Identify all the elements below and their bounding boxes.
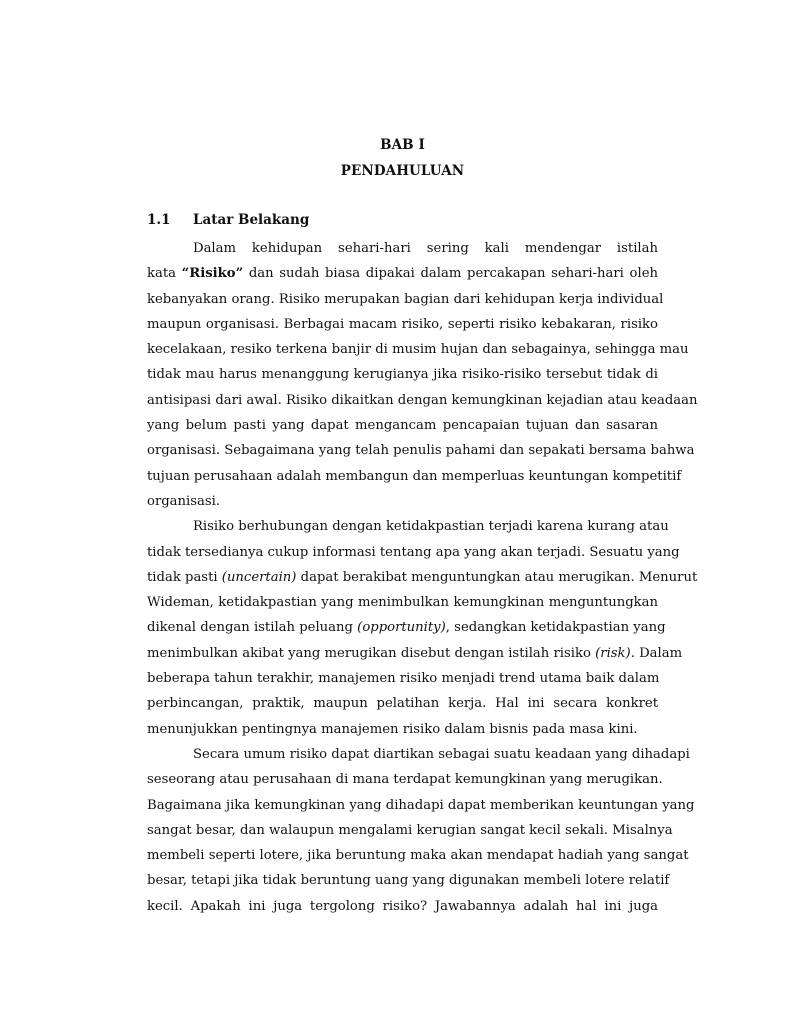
text-line: Secara umum risiko dapat diartikan sebagai suatu keadaan yang dihadapi	[193, 746, 690, 762]
text-line: membeli seperti lotere, jika beruntung maka akan mendapat hadiah yang sangat	[147, 848, 689, 864]
text-line: perbincangan, praktik, maupun pelatihan kerja. Hal ini secara konkret	[147, 696, 658, 712]
text-line: kata “Risiko” dan sudah biasa dipakai dalam percakapan sehari-hari oleh	[147, 266, 658, 282]
text-line: tujuan perusahaan adalah membangun dan memperluas keuntungan kompetitif	[147, 468, 682, 484]
term-risiko: “Risiko”	[181, 266, 244, 282]
text-line: Dalam kehidupan sehari-hari sering kali mendengar istilah	[193, 241, 658, 256]
text-line: antisipasi dari awal. Risiko dikaitkan dengan kemungkinan kejadian atau keadaan	[147, 392, 698, 408]
text-line: kecil. Apakah ini juga tergolong risiko? Jawabannya adalah hal ini juga	[147, 898, 658, 914]
text-line: maupun organisasi. Berbagai macam risiko, seperti risiko kebakaran, risiko	[147, 316, 658, 332]
text-line: beberapa tahun terakhir, manajemen risiko menjadi trend utama baik dalam	[147, 671, 660, 687]
text-line: dikenal dengan istilah peluang (opportunity), sedangkan ketidakpastian yang	[147, 620, 666, 636]
chapter-label: BAB I	[380, 137, 425, 153]
text-line: organisasi. Sebagaimana yang telah penulis pahami dan sepakati bersama bahwa	[147, 443, 695, 459]
text-line: organisasi.	[147, 493, 221, 509]
term-opportunity: (opportunity)	[357, 620, 446, 636]
section-title: Latar Belakang	[193, 212, 310, 228]
text-line: sangat besar, dan walaupun mengalami kerugian sangat kecil sekali. Misalnya	[147, 822, 673, 838]
text-line: Risiko berhubungan dengan ketidakpastian terjadi karena kurang atau	[193, 519, 669, 535]
text-line: Wideman, ketidakpastian yang menimbulkan kemungkinan menguntungkan	[147, 595, 658, 611]
chapter-title: PENDAHULUAN	[340, 163, 465, 179]
text-line: tidak mau harus menanggung kerugianya jika risiko-risiko tersebut tidak di	[147, 367, 658, 383]
text-line: kebanyakan orang. Risiko merupakan bagian dari kehidupan kerja individual	[147, 291, 664, 307]
text-line: tidak pasti (uncertain) dapat berakibat menguntungkan atau merugikan. Menurut	[147, 569, 698, 585]
text-line: menimbulkan akibat yang merugikan disebut dengan istilah risiko (risk). Dalam	[147, 645, 683, 661]
section-number: 1.1	[147, 212, 171, 228]
body-text	[147, 236, 698, 919]
term-uncertain: (uncertain)	[221, 569, 297, 585]
text-line: tidak tersedianya cukup informasi tentang apa yang akan terjadi. Sesuatu yang	[147, 544, 680, 560]
term-risk: (risk)	[595, 645, 631, 661]
text-line: besar, tetapi jika tidak beruntung uang yang digunakan membeli lotere relatif	[147, 873, 670, 889]
section-heading	[147, 212, 309, 228]
text-line: kecelakaan, resiko terkena banjir di musim hujan dan sebagainya, sehingga mau	[147, 342, 689, 358]
text-line: Bagaimana jika kemungkinan yang dihadapi dapat memberikan keuntungan yang	[147, 797, 695, 813]
text-line: yang belum pasti yang dapat mengancam pencapaian tujuan dan sasaran	[147, 418, 658, 434]
text-line: seseorang atau perusahaan di mana terdapat kemungkinan yang merugikan.	[147, 772, 663, 788]
text-line: menunjukkan pentingnya manajemen risiko dalam bisnis pada masa kini.	[147, 721, 638, 737]
